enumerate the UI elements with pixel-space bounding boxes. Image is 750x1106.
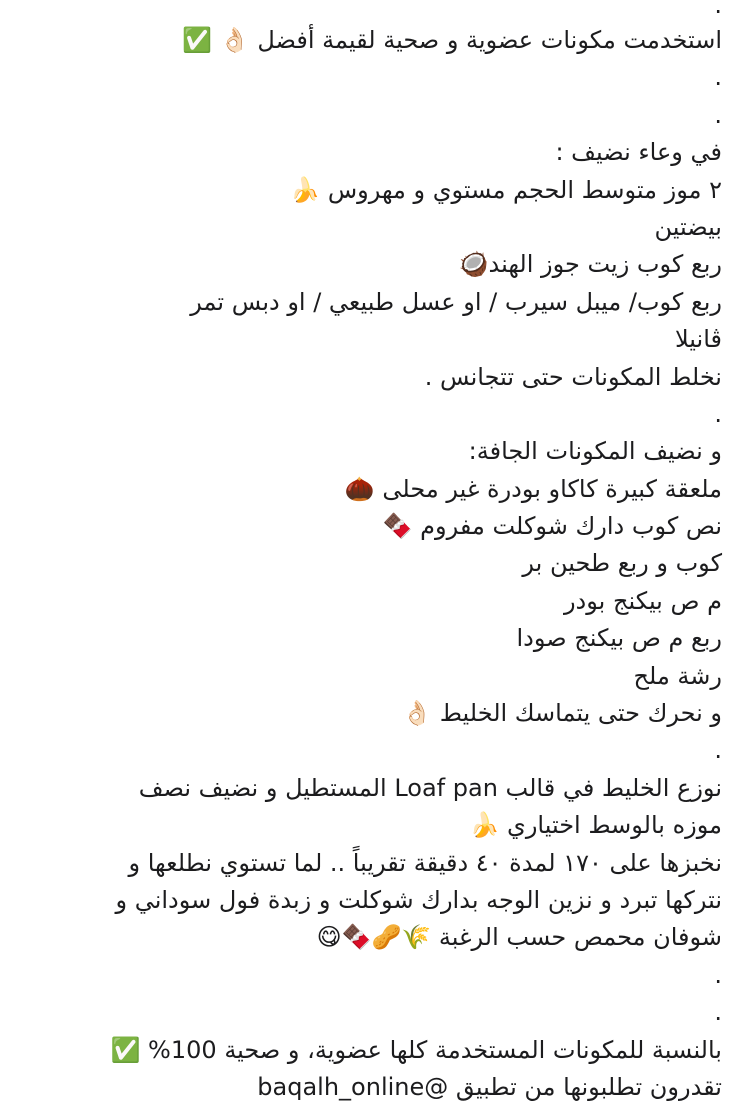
text-line: في وعاء نضيف : <box>555 138 722 167</box>
text-line: . <box>714 960 722 989</box>
text-line: ربع م ص بيكنج صودا <box>516 624 722 653</box>
text-line: ڤانيلا <box>674 325 722 354</box>
text-line: م ص بيكنج بودر <box>563 586 722 615</box>
text-line: . <box>714 399 722 428</box>
text-line: استخدمت مكونات عضوية و صحية لقيمة أفضل 👌🏻 ✅ <box>182 26 722 54</box>
text-line: بيضتين <box>654 212 722 241</box>
text-line: كوب و ربع طحين بر <box>522 549 722 578</box>
text-line: و نحرك حتى يتماسك الخليط 👌🏻 <box>402 699 722 728</box>
text-line: . <box>714 736 722 765</box>
text-line: ٢ موز متوسط الحجم مستوي و مهروس 🍌 <box>290 175 722 204</box>
text-line: ربع كوب/ ميبل سيرب / او عسل طبيعي / او دبس تمر <box>190 287 722 316</box>
text-line: نخبزها على ١٧٠ لمدة ٤٠ دقيقة تقريباً .. لما تستوي نطلعها و <box>128 848 722 877</box>
text-line: تقدرون تطلبونها من تطبيق @baqalh_online <box>257 1072 722 1101</box>
text-line: نخلط المكونات حتى تتجانس . <box>424 362 722 391</box>
text-line: . <box>714 100 722 129</box>
text-line: . <box>714 63 722 92</box>
text-line: ملعقة كبيرة كاكاو بودرة غير محلى 🌰 <box>344 474 722 503</box>
text-line: نتركها تبرد و نزين الوجه بدارك شوكلت و زبدة فول سوداني و <box>115 885 722 914</box>
text-line: . <box>714 998 722 1027</box>
text-line: نوزع الخليط في قالب Loaf pan المستطيل و نضيف نصف <box>138 773 722 802</box>
text-line: و نضيف المكونات الجافة: <box>468 437 722 466</box>
text-line: ربع كوب زيت جوز الهند🥥 <box>458 250 722 279</box>
text-line: بالنسبة للمكونات المستخدمة كلها عضوية، و صحية 100% ✅ <box>110 1035 722 1064</box>
text-line: موزه بالوسط اختياري 🍌 <box>469 811 722 840</box>
text-line: نص كوب دارك شوكلت مفروم 🍫 <box>382 512 722 541</box>
text-line: شوفان محمص حسب الرغبة 🌾🥜🍫😋 <box>316 923 722 952</box>
text-line: رشة ملح <box>633 661 722 690</box>
text-line: . <box>714 0 722 19</box>
